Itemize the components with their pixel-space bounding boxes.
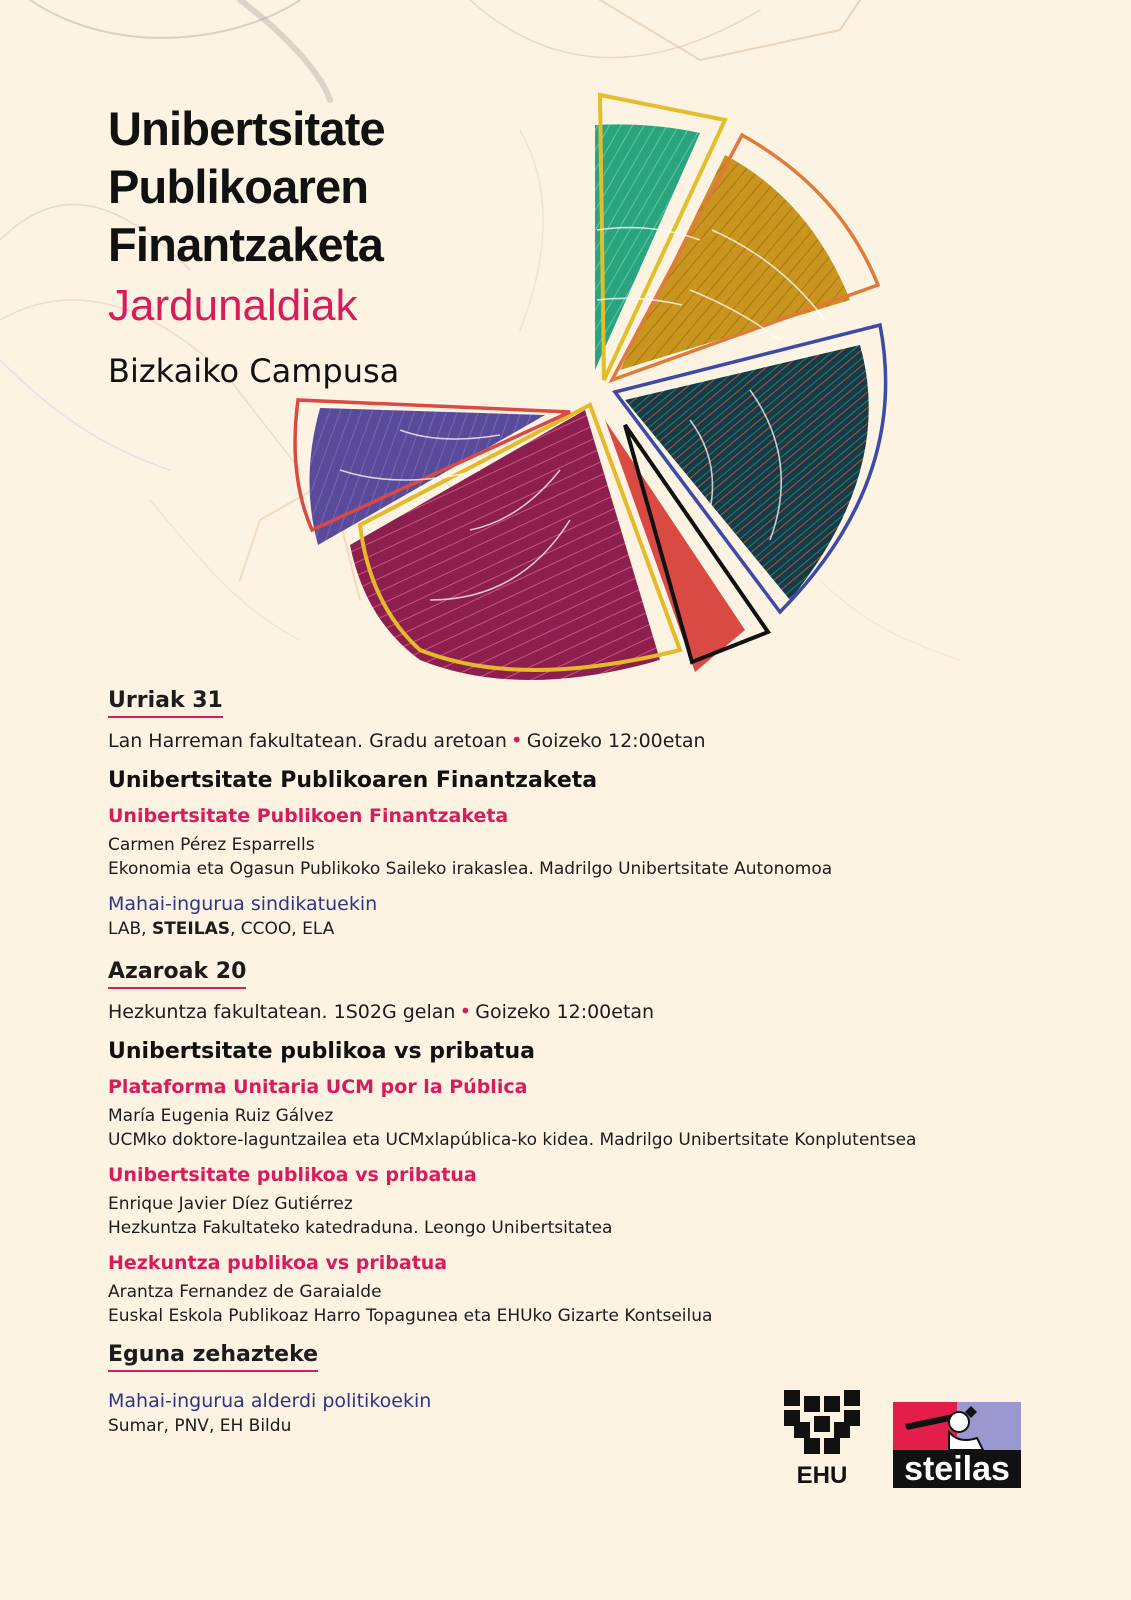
- venue-text: Lan Harreman fakultatean. Gradu aretoan: [108, 730, 507, 752]
- title-subtitle: Jardunaldiak: [108, 281, 358, 330]
- event-1: [108, 688, 1038, 941]
- talk-title: Hezkuntza publikoa vs pribatua: [108, 1252, 448, 1274]
- session-title: Unibertsitate Publikoaren Finantzaketa: [108, 768, 598, 793]
- panel-suffix: , CCOO, ELA: [229, 919, 335, 939]
- venue-time: Goizeko 12:00etan: [526, 730, 706, 752]
- talk-title: Unibertsitate Publikoen Finantzaketa: [108, 805, 509, 827]
- ehu-logo-icon: [782, 1388, 862, 1456]
- event-2: [108, 959, 1038, 1328]
- ehu-logo: [782, 1388, 862, 1490]
- panel-participants: [108, 917, 1038, 941]
- panel-bold: STEILAS: [151, 919, 230, 939]
- panel-participants: Sumar, PNV, EH Bildu: [108, 1416, 292, 1436]
- steilas-logo-icon: [893, 1402, 1021, 1488]
- venue-time: Goizeko 12:00etan: [475, 1001, 655, 1023]
- event-venue: [108, 999, 1038, 1023]
- steilas-logo-text: steilas: [904, 1450, 1010, 1488]
- bullet-dot-icon: •: [459, 999, 472, 1023]
- event-venue: [108, 728, 1038, 752]
- speaker-role: Euskal Eskola Publikoaz Harro Topagunea eta EHUko Gizarte Kontseilua: [108, 1306, 713, 1326]
- title-campus: Bizkaiko Campusa: [108, 352, 400, 390]
- speaker-name: Enrique Javier Díez Gutiérrez: [108, 1194, 353, 1214]
- session-title: Unibertsitate publikoa vs pribatua: [108, 1039, 535, 1064]
- ehu-logo-text: EHU: [796, 1462, 848, 1489]
- speaker-name: Arantza Fernandez de Garaialde: [108, 1282, 382, 1302]
- program-content: [108, 688, 1038, 1456]
- speaker-name: Carmen Pérez Esparrells: [108, 835, 315, 855]
- pie-chart-illustration: [0, 0, 1131, 700]
- talk-title: Plataforma Unitaria UCM por la Pública: [108, 1076, 528, 1098]
- talk-title: Unibertsitate publikoa vs pribatua: [108, 1164, 477, 1186]
- speaker-role: Hezkuntza Fakultateko katedraduna. Leongo Unibertsitatea: [108, 1218, 613, 1238]
- title-line-2: Publikoaren: [108, 160, 369, 213]
- venue-text: Hezkuntza fakultatean. 1S02G gelan: [108, 1001, 456, 1023]
- speaker-role: UCMko doktore-laguntzailea eta UCMxlapública-ko kidea. Madrilgo Unibertsitate Konplutentsea: [108, 1130, 917, 1150]
- event-date: Eguna zehazteke: [108, 1342, 318, 1372]
- event-date: Urriak 31: [108, 688, 223, 718]
- event-date: Azaroak 20: [108, 959, 246, 989]
- panel-title: Mahai-ingurua sindikatuekin: [108, 893, 378, 915]
- speaker-name: María Eugenia Ruiz Gálvez: [108, 1106, 334, 1126]
- title-line-1: Unibertsitate: [108, 102, 385, 155]
- bullet-dot-icon: •: [510, 728, 523, 752]
- panel-prefix: LAB,: [108, 919, 152, 939]
- speaker-role: Ekonomia eta Ogasun Publikoko Saileko irakaslea. Madrilgo Unibertsitate Autonomoa: [108, 859, 833, 879]
- panel-title: Mahai-ingurua alderdi politikoekin: [108, 1390, 432, 1412]
- title-line-3: Finantzaketa: [108, 218, 384, 271]
